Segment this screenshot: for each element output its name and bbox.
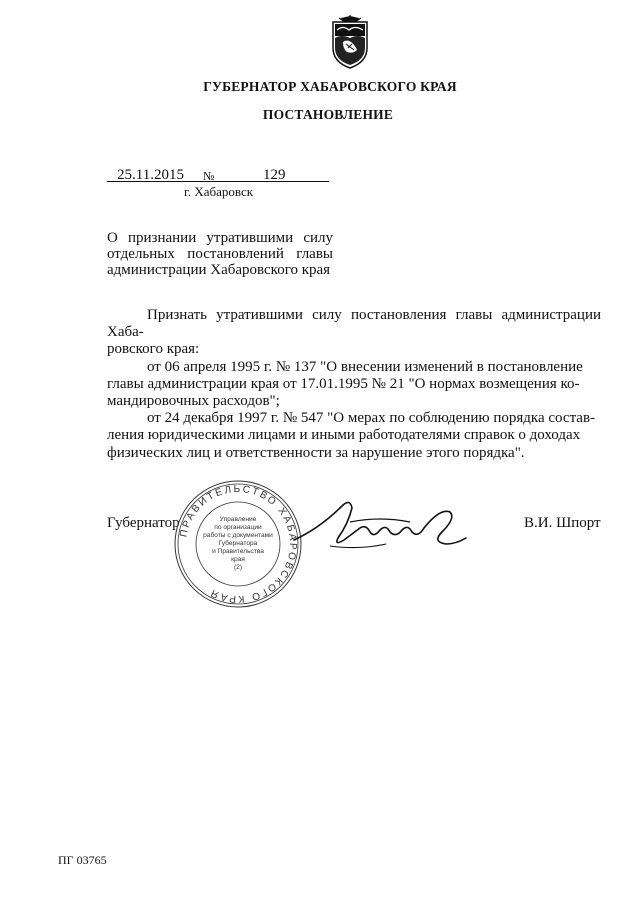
- registration-underline: [107, 181, 329, 182]
- seal-center-line: края: [231, 556, 245, 563]
- seal-center-line: Губернатора: [218, 540, 258, 547]
- seal-center-line: по организации: [214, 524, 262, 531]
- seal-center-line: и Правительства: [212, 548, 264, 555]
- document-type: ПОСТАНОВЛЕНИЕ: [262, 107, 394, 122]
- document-date: 25.11.2015: [117, 167, 184, 183]
- body-line: главы администрации края от 17.01.1995 № 21 "О нормах возмещения ко-: [107, 375, 580, 392]
- subject-line: отдельных постановлений главы: [107, 246, 333, 262]
- subject-line: О признании утратившими силу: [107, 230, 333, 246]
- number-sign: №: [203, 169, 215, 183]
- body-line: от 06 апреля 1995 г. № 137 "О внесении изменений в постановление: [147, 358, 583, 375]
- form-code: ПГ 03765: [58, 853, 107, 867]
- seal-center-line: Управление: [219, 516, 257, 523]
- body-paragraph: [107, 359, 601, 411]
- signer-name: В.И. Шпорт: [524, 515, 601, 531]
- document-subject: [107, 230, 333, 278]
- seal-center-line: (2): [233, 564, 243, 571]
- body-line: физических лиц и ответственности за нарушение этого порядка".: [107, 444, 525, 461]
- body-line: ления юридическими лицами и иными работодателями справок о доходах: [107, 427, 581, 444]
- body-line: мандировочных расходов";: [107, 393, 280, 410]
- body-paragraph: [107, 307, 601, 359]
- body-line: от 24 декабря 1997 г. № 547 "О мерах по соблюдению порядка состав-: [147, 410, 596, 427]
- body-line: ровского края:: [107, 341, 200, 358]
- body-paragraph: [107, 410, 601, 462]
- handwritten-signature: [290, 488, 470, 558]
- document-number: 129: [263, 167, 286, 183]
- seal-center-line: работы с документами: [203, 532, 273, 539]
- document-body: [107, 307, 601, 462]
- body-line: Признать утратившими силу постановления главы администрации Хаба-: [107, 307, 601, 341]
- subject-line: администрации Хабаровского края: [107, 262, 331, 278]
- signer-title: Губернатор: [107, 515, 180, 531]
- khabarovsk-coat-of-arms-icon: [327, 14, 373, 70]
- document-city: г. Хабаровск: [184, 184, 254, 199]
- issuing-authority: ГУБЕРНАТОР ХАБАРОВСКОГО КРАЯ: [203, 79, 457, 94]
- official-seal: [172, 478, 304, 610]
- seal-ring-text: ПРАВИТЕЛЬСТВО ХАБАРОВСКОГО КРАЯ: [178, 483, 299, 605]
